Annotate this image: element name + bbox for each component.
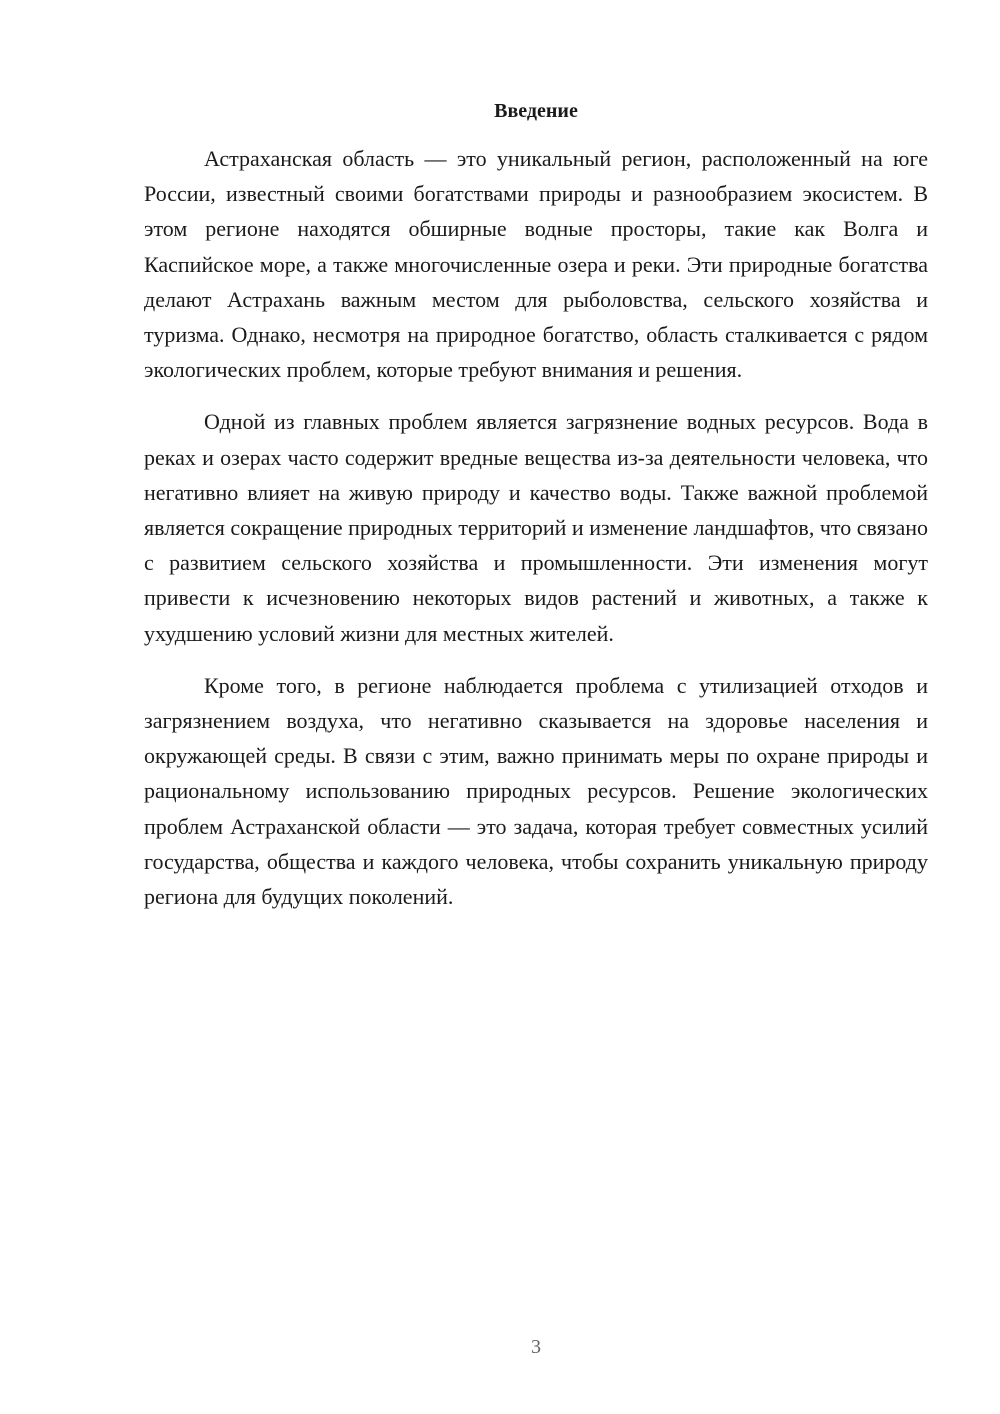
body-text xyxy=(144,141,928,931)
page-number: 3 xyxy=(531,1336,541,1358)
section-heading: Введение xyxy=(494,100,578,122)
paragraph-2: Одной из главных проблем является загрязнение водных ресурсов. Вода в реках и озерах часто содержит вредные вещества из-за деятельности человека, что негативно влияет на живую природу и качество воды. Также важной проблемой является сокращение природных территорий и изменение ландшафтов, что связано с развитием сельского хозяйства и промышленности. Эти изменения могут привести к исчезновению некоторых видов растений и животных, а также к ухудшению условий жизни для местных жителей. xyxy=(144,409,928,646)
paragraph-3: Кроме того, в регионе наблюдается проблема с утилизацией отходов и загрязнением воздуха, что негативно сказывается на здоровье населения и окружающей среды. В связи с этим, важно принимать меры по охране природы и рациональному использованию природных ресурсов. Решение экологических проблем Астраханской области — это задача, которая требует совместных усилий государства, общества и каждого человека, чтобы сохранить уникальную природу региона для будущих поколений. xyxy=(144,672,928,910)
paragraph-1: Астраханская область — это уникальный регион, расположенный на юге России, известный своими богатствами природы и разнообразием экосистем. В этом регионе находятся обширные водные просторы, такие как Волга и Каспийское море, а также многочисленные озера и реки. Эти природные богатства делают Астрахань важным местом для рыболовства, сельского хозяйства и туризма. Однако, несмотря на природное богатство, область сталкивается с рядом экологических проблем, которые требуют внимания и решения. xyxy=(144,146,928,383)
